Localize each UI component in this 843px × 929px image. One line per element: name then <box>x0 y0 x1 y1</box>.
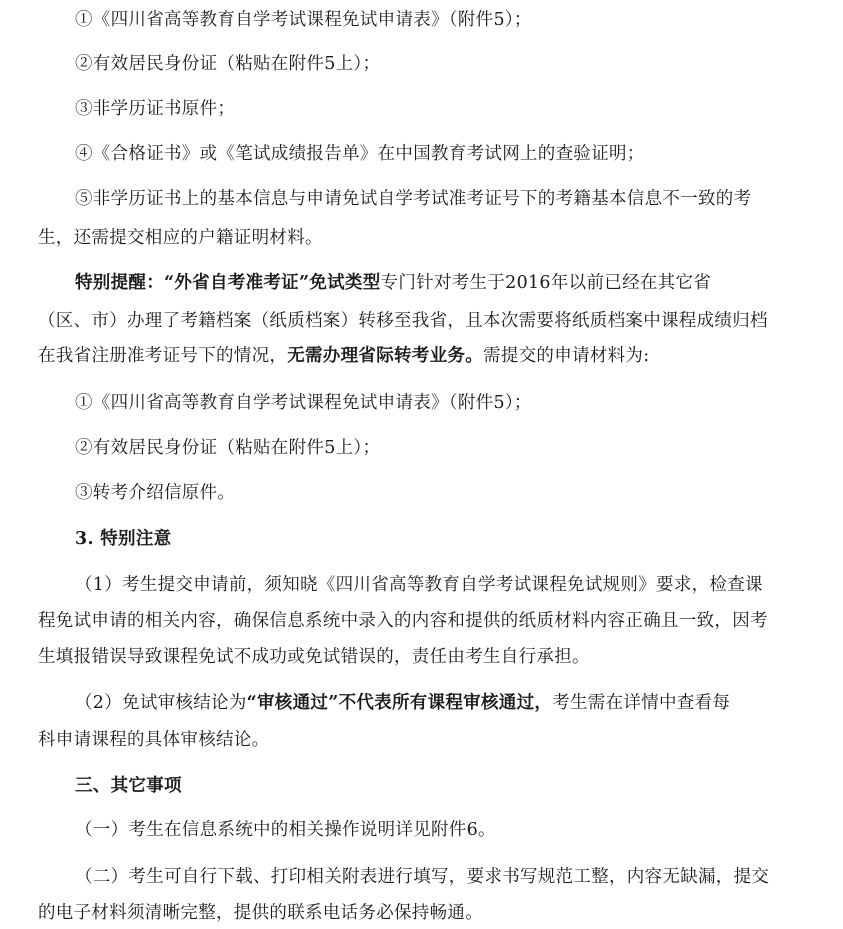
emphasis-text: “审核通过”不代表所有课程审核通过， <box>246 693 553 713</box>
paragraph-line <box>75 691 823 715</box>
paragraph-text: 需提交的申请材料为: <box>483 346 650 366</box>
paragraph-line: 科申请课程的具体审核结论。 <box>38 730 270 750</box>
paragraph-line: （区、市）办理了考籍档案（纸质档案）转移至我省，且本次需要将纸质档案中课程成绩归档 <box>38 311 768 331</box>
attachment-list-item: ①《四川省高等教育自学考试课程免试申请表》（附件5）； <box>75 393 532 413</box>
paragraph-line: 程免试申请的相关内容，确保信息系统中录入的内容和提供的纸质材料内容正确且一致，因考 <box>38 611 768 631</box>
section-heading: 3. 特别注意 <box>75 529 172 549</box>
paragraph-text: 在我省注册准考证号下的情况， <box>38 346 288 366</box>
emphasis-text: 无需办理省际转考业务。 <box>287 346 484 366</box>
paragraph-line: （一）考生在信息系统中的相关操作说明详见附件6。 <box>75 820 496 840</box>
attachment-list-item: ④《合格证书》或《笔试成绩报告单》在中国教育考试网上的查验证明； <box>75 144 645 164</box>
special-reminder-line <box>75 271 823 295</box>
attachment-list-item: ⑤非学历证书上的基本信息与申请免试自学考试准考证号下的考籍基本信息不一致的考 <box>75 189 752 209</box>
special-reminder-label: 特别提醒：“外省自考准考证”免试类型 <box>75 273 381 293</box>
paragraph-line: 生填报错误导致课程免试不成功或免试错误的，责任由考生自行承担。 <box>38 647 590 667</box>
attachment-list-item: ②有效居民身份证（粘贴在附件5上）； <box>75 54 381 74</box>
section-heading: 三、其它事项 <box>75 776 182 796</box>
attachment-list-item: ③转考介绍信原件。 <box>75 483 236 503</box>
paragraph-line: 生，还需提交相应的户籍证明材料。 <box>38 228 323 248</box>
paragraph-text: 考生需在详情中查看每 <box>552 693 731 713</box>
paragraph-text: （2）免试审核结论为 <box>75 693 247 713</box>
attachment-list-item: ①《四川省高等教育自学考试课程免试申请表》（附件5）； <box>75 10 532 30</box>
paragraph-line: （1）考生提交申请前，须知晓《四川省高等教育自学考试课程免试规则》要求，检查课 <box>75 575 763 595</box>
paragraph-text: 专门针对考生于2016年以前已经在其它省 <box>380 273 712 293</box>
paragraph-line <box>38 344 823 368</box>
paragraph-line: （二）考生可自行下载、打印相关附表进行填写，要求书写规范工整，内容无缺漏，提交 <box>75 867 770 887</box>
attachment-list-item: ②有效居民身份证（粘贴在附件5上）； <box>75 438 381 458</box>
attachment-list-item: ③非学历证书原件； <box>75 99 236 119</box>
paragraph-line: 的电子材料须清晰完整，提供的联系电话务必保持畅通。 <box>38 903 483 923</box>
